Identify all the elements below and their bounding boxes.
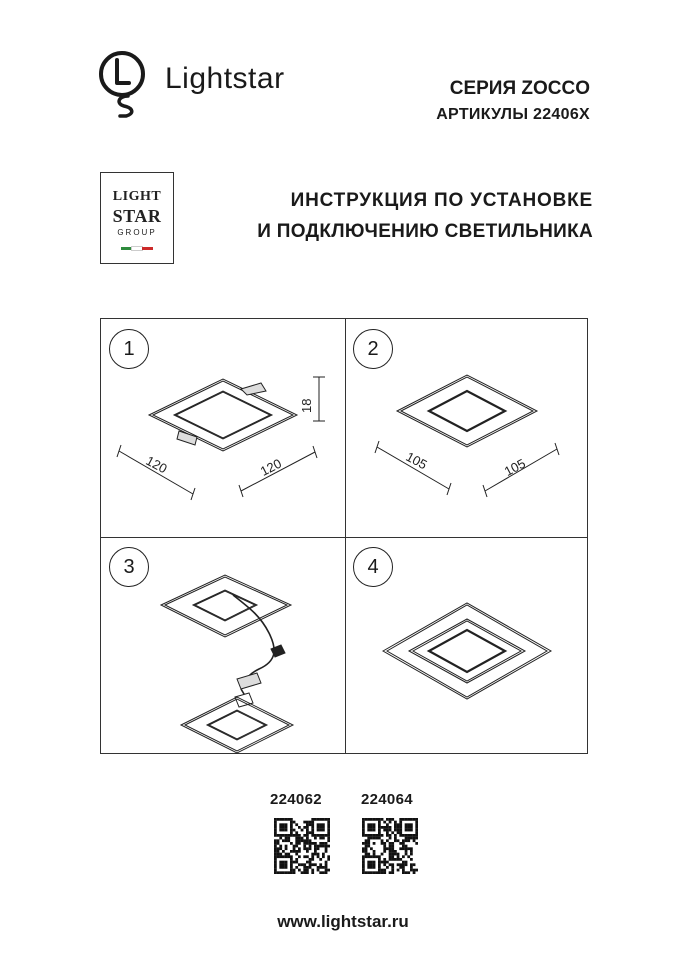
article-code-224062: 224062: [270, 791, 322, 808]
group-logo-line-3: GROUP: [117, 228, 157, 237]
brand-name: Lightstar: [165, 62, 285, 95]
installation-steps-grid: [100, 318, 588, 754]
italian-flag-stripe: [121, 247, 153, 250]
group-logo-line-2: STAR: [112, 206, 162, 226]
step-1-width-label: 120: [143, 452, 170, 477]
flag-green: [121, 247, 132, 250]
lightstar-group-logo: [100, 172, 174, 264]
step-2-panel: [345, 319, 589, 537]
step-1-depth-label: 120: [257, 455, 284, 479]
step-4-panel: [345, 537, 589, 755]
step-3-number: 3: [109, 547, 149, 587]
qr-code-icon[interactable]: [274, 818, 330, 874]
step-4-number: 4: [353, 547, 393, 587]
website-link[interactable]: www.lightstar.ru: [277, 912, 409, 931]
article-code-224064: 224064: [361, 791, 413, 808]
series-title: СЕРИЯ ZOCCO: [449, 78, 590, 99]
instruction-heading-line-2: И ПОДКЛЮЧЕНИЮ СВЕТИЛЬНИКА: [257, 221, 593, 242]
step-1-height-label: 18: [299, 398, 314, 413]
instruction-heading-line-1: ИНСТРУКЦИЯ ПО УСТАНОВКЕ: [290, 190, 593, 211]
flag-red: [142, 247, 153, 250]
article-numbers: АРТИКУЛЫ 22406X: [436, 106, 590, 123]
bulb-logo-icon: [98, 50, 168, 120]
step-2-depth-label: 105: [501, 455, 528, 480]
group-logo-line-1: LIGHT: [112, 189, 162, 204]
step-2-number: 2: [353, 329, 393, 369]
qr-code-icon[interactable]: [362, 818, 418, 874]
flag-white: [132, 247, 143, 250]
step-3-panel: [101, 537, 345, 755]
step-1-number: 1: [109, 329, 149, 369]
step-2-width-label: 105: [403, 448, 430, 473]
step-1-panel: [101, 319, 345, 537]
